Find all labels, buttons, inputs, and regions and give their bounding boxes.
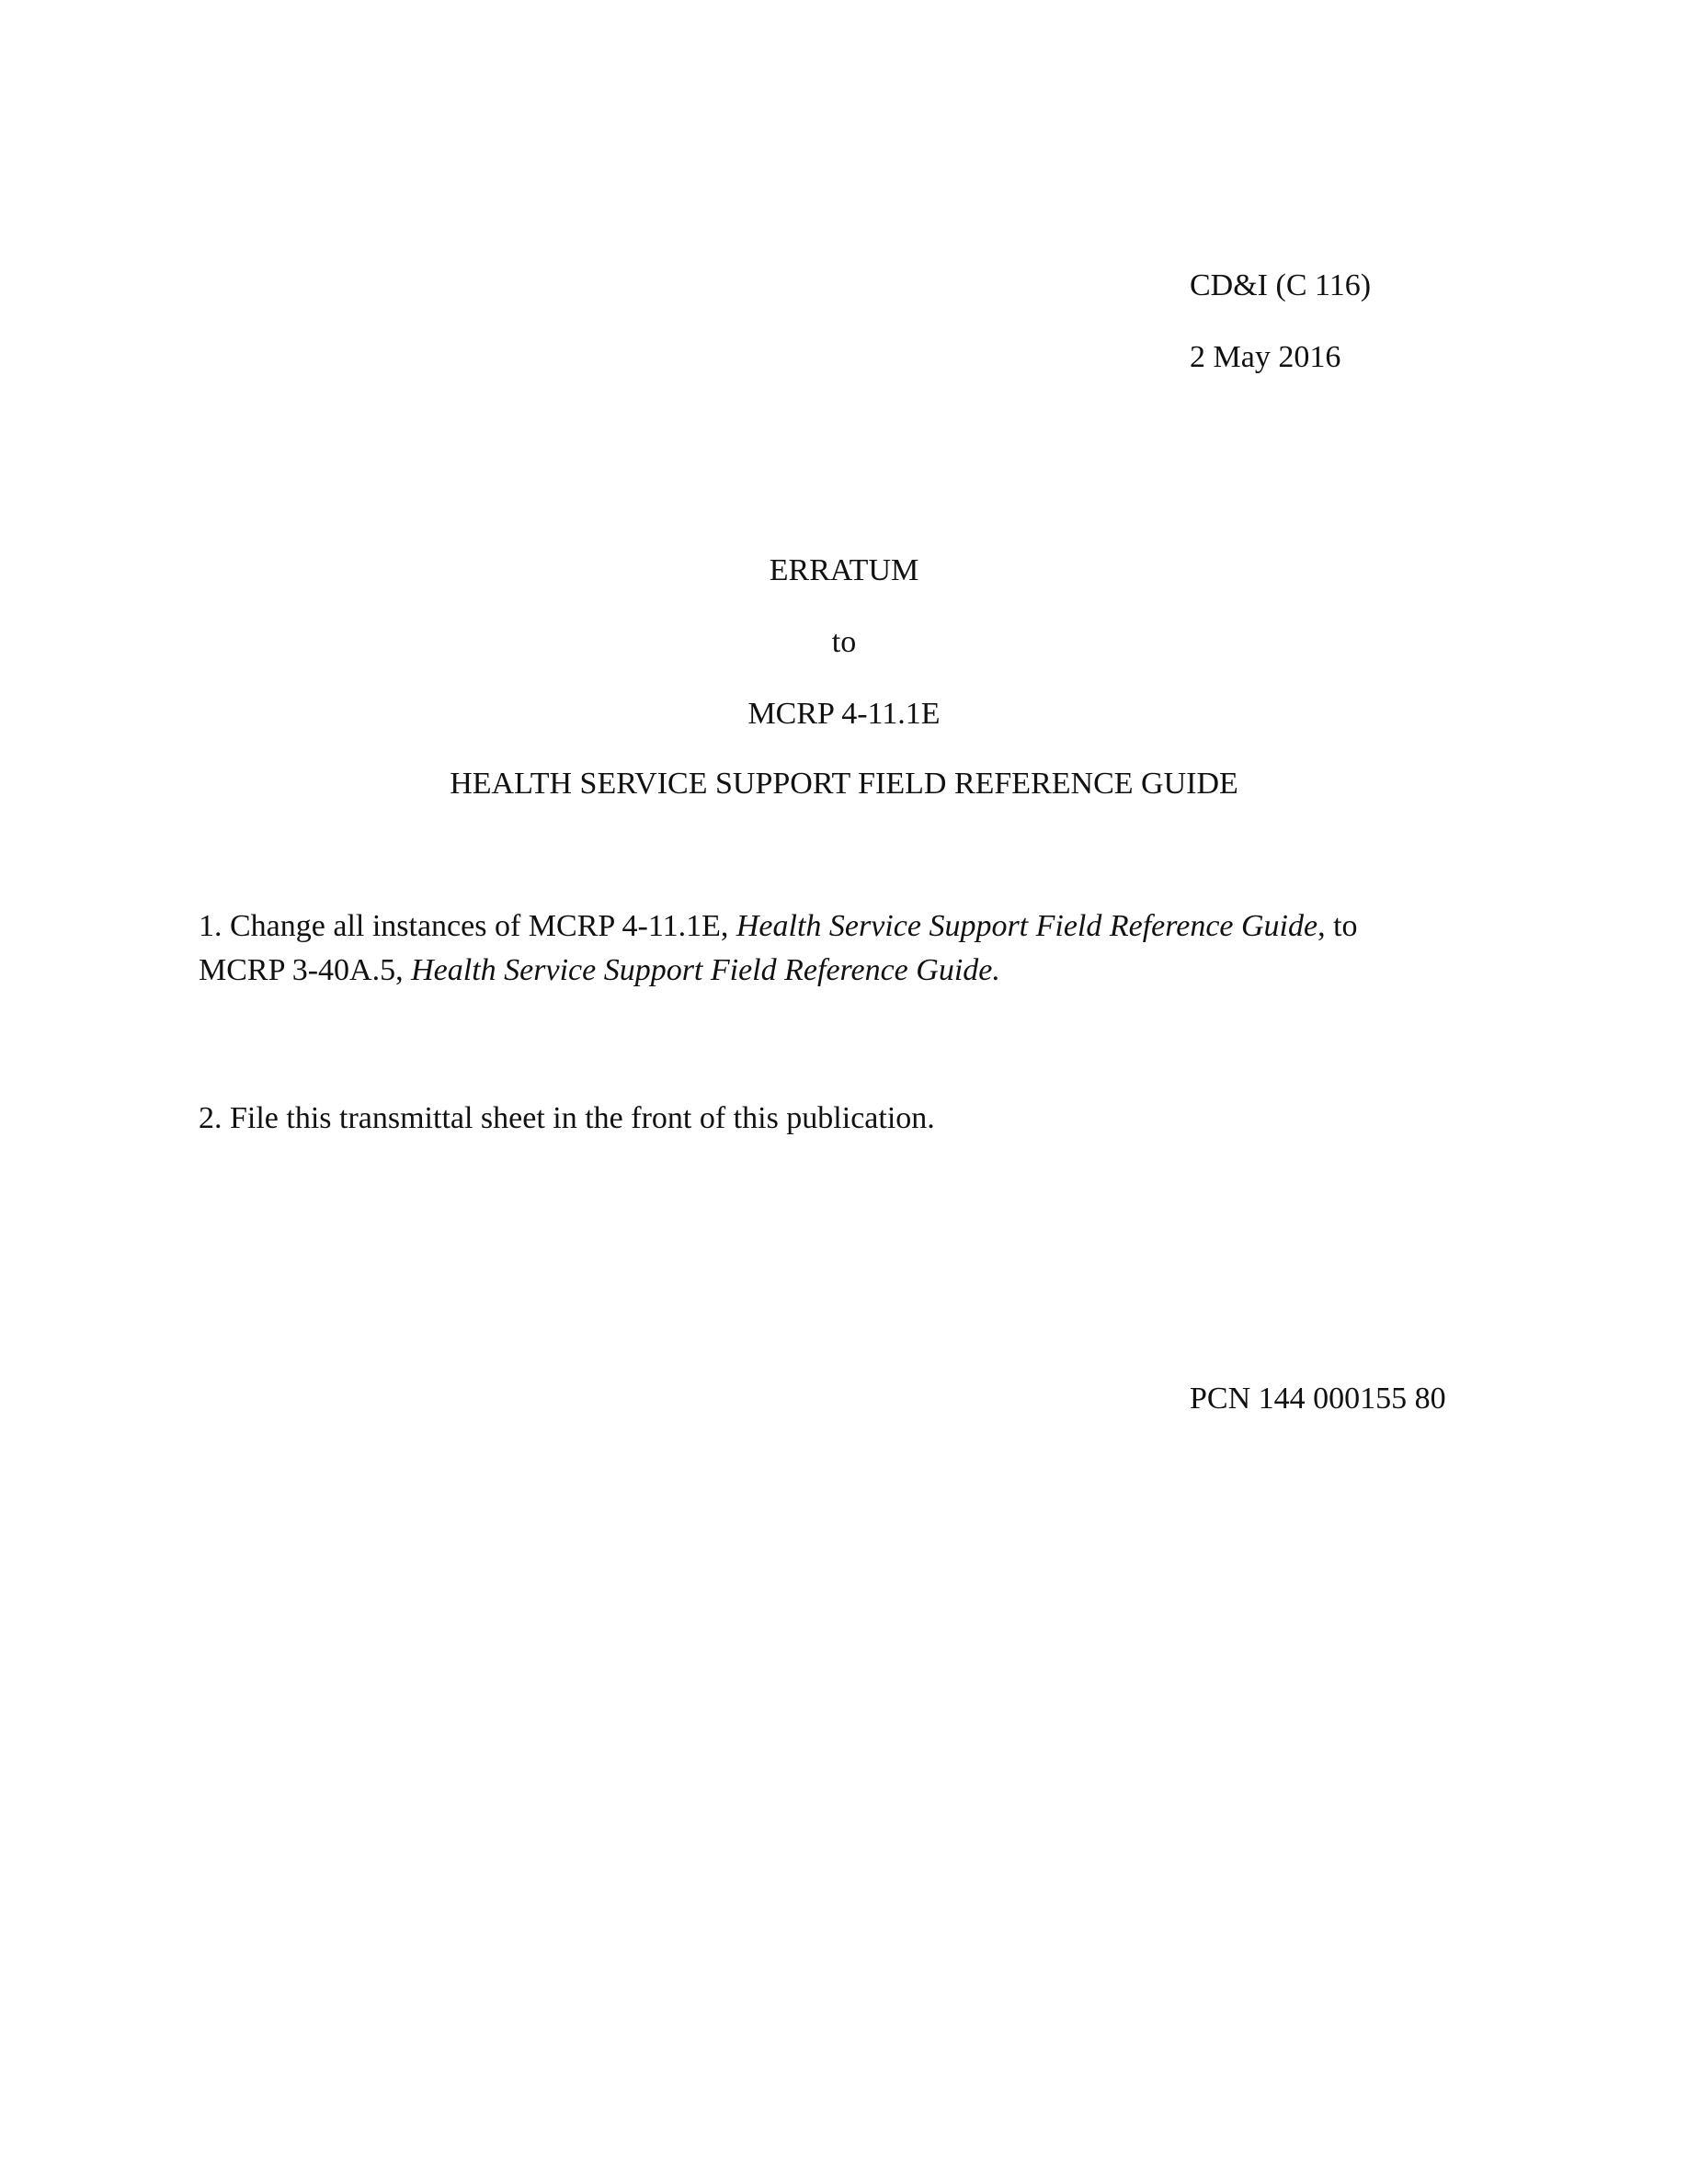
pcn-number: PCN 144 000155 80 <box>1190 1382 1446 1416</box>
publication-title: HEALTH SERVICE SUPPORT FIELD REFERENCE GUIDE <box>450 767 1238 801</box>
paragraph-1-line-2 <box>199 949 1000 993</box>
paragraph-1-text: 1. Change all instances of MCRP 4-11.1E, <box>199 909 736 943</box>
document-date: 2 May 2016 <box>1190 340 1341 374</box>
paragraph-1-new-reference: MCRP 3-40A.5, <box>199 953 412 987</box>
publication-number: MCRP 4-11.1E <box>747 697 941 731</box>
erratum-heading: ERRATUM <box>769 553 919 587</box>
paragraph-1-title-reference: Health Service Support Field Reference Guide <box>736 909 1318 943</box>
paragraph-1-text-end: , to <box>1317 909 1358 943</box>
paragraph-2: 2. File this transmittal sheet in the front of this publication. <box>199 1101 935 1135</box>
office-code: CD&I (C 116) <box>1190 268 1372 302</box>
paragraph-1-new-title: Health Service Support Field Reference Guide. <box>411 953 1000 987</box>
paragraph-1-line-1 <box>199 904 1358 949</box>
to-connector: to <box>831 625 857 659</box>
